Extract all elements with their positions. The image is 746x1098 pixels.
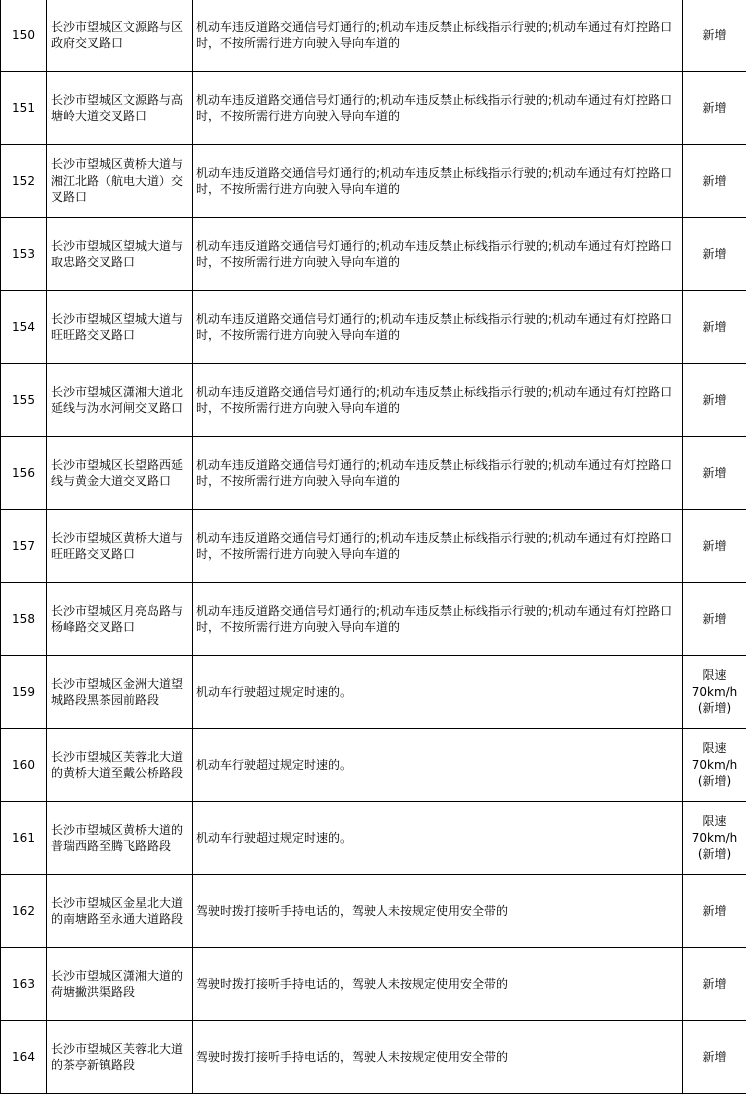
- violation-cell: 驾驶时拨打接听手持电话的，驾驶人未按规定使用安全带的: [193, 948, 683, 1021]
- note-cell: [683, 145, 746, 218]
- note-cell: [683, 948, 746, 1021]
- note-text: 新增: [702, 319, 727, 334]
- table-row: [1, 145, 746, 218]
- note-text: 新增: [702, 100, 727, 115]
- note-cell: [683, 291, 746, 364]
- row-number: 154: [1, 291, 47, 364]
- row-number: 151: [1, 72, 47, 145]
- table-row: [1, 802, 746, 875]
- note-cell: [683, 802, 746, 875]
- location-cell: 长沙市望城区芙蓉北大道的黄桥大道至戴公桥路段: [47, 729, 193, 802]
- table-row: [1, 218, 746, 291]
- note-text: 新增: [702, 465, 727, 480]
- table-row: [1, 656, 746, 729]
- row-number: 150: [1, 0, 47, 72]
- violation-cell: 机动车行驶超过规定时速的。: [193, 802, 683, 875]
- row-number: 152: [1, 145, 47, 218]
- row-number: 158: [1, 583, 47, 656]
- note-cell: [683, 437, 746, 510]
- location-cell: 长沙市望城区文源路与区政府交叉路口: [47, 0, 193, 72]
- table-row: [1, 1021, 746, 1094]
- table-row: [1, 875, 746, 948]
- row-number: 153: [1, 218, 47, 291]
- location-cell: 长沙市望城区长望路西延线与黄金大道交叉路口: [47, 437, 193, 510]
- note-cell: [683, 72, 746, 145]
- note-text: 新增: [702, 903, 727, 918]
- row-number: 160: [1, 729, 47, 802]
- note-cell: [683, 583, 746, 656]
- note-text: 限速 70km/h (新增): [691, 814, 738, 862]
- note-text: 新增: [702, 173, 727, 188]
- violation-cell: 机动车违反道路交通信号灯通行的;机动车违反禁止标线指示行驶的;机动车通过有灯控路口时，不按所需行进方向驶入导向车道的: [193, 437, 683, 510]
- table-row: [1, 72, 746, 145]
- violation-cell: 机动车违反道路交通信号灯通行的;机动车违反禁止标线指示行驶的;机动车通过有灯控路口时，不按所需行进方向驶入导向车道的: [193, 145, 683, 218]
- note-text: 限速 70km/h (新增): [691, 741, 738, 789]
- row-number: 157: [1, 510, 47, 583]
- note-text: 新增: [702, 976, 727, 991]
- note-text: 限速 70km/h (新增): [691, 668, 738, 716]
- violation-cell: 机动车行驶超过规定时速的。: [193, 656, 683, 729]
- table-row: [1, 948, 746, 1021]
- location-cell: 长沙市望城区芙蓉北大道的茶亭新镇路段: [47, 1021, 193, 1094]
- note-cell: [683, 1021, 746, 1094]
- note-cell: [683, 656, 746, 729]
- table-row: [1, 364, 746, 437]
- note-text: 新增: [702, 538, 727, 553]
- table-row: [1, 729, 746, 802]
- note-text: 新增: [702, 27, 727, 42]
- note-cell: [683, 364, 746, 437]
- violation-cell: 机动车违反道路交通信号灯通行的;机动车违反禁止标线指示行驶的;机动车通过有灯控路口时，不按所需行进方向驶入导向车道的: [193, 218, 683, 291]
- location-cell: 长沙市望城区黄桥大道的普瑞西路至腾飞路路段: [47, 802, 193, 875]
- note-text: 新增: [702, 1049, 727, 1064]
- location-cell: 长沙市望城区月亮岛路与杨峰路交叉路口: [47, 583, 193, 656]
- table-row: [1, 291, 746, 364]
- note-text: 新增: [702, 246, 727, 261]
- location-cell: 长沙市望城区望城大道与取忠路交叉路口: [47, 218, 193, 291]
- location-cell: 长沙市望城区望城大道与旺旺路交叉路口: [47, 291, 193, 364]
- table-row: [1, 437, 746, 510]
- violation-cell: 机动车违反道路交通信号灯通行的;机动车违反禁止标线指示行驶的;机动车通过有灯控路口时，不按所需行进方向驶入导向车道的: [193, 364, 683, 437]
- table-body: [1, 0, 746, 1094]
- row-number: 164: [1, 1021, 47, 1094]
- violation-cell: 机动车违反道路交通信号灯通行的;机动车违反禁止标线指示行驶的;机动车通过有灯控路口时，不按所需行进方向驶入导向车道的: [193, 291, 683, 364]
- location-cell: 长沙市望城区黄桥大道与旺旺路交叉路口: [47, 510, 193, 583]
- note-cell: [683, 0, 746, 72]
- table-row: [1, 510, 746, 583]
- violation-cell: 机动车违反道路交通信号灯通行的;机动车违反禁止标线指示行驶的;机动车通过有灯控路口时，不按所需行进方向驶入导向车道的: [193, 72, 683, 145]
- location-cell: 长沙市望城区金星北大道的南塘路至永通大道路段: [47, 875, 193, 948]
- violation-cell: 机动车违反道路交通信号灯通行的;机动车违反禁止标线指示行驶的;机动车通过有灯控路口时，不按所需行进方向驶入导向车道的: [193, 0, 683, 72]
- location-cell: 长沙市望城区黄桥大道与湘江北路（航电大道）交叉路口: [47, 145, 193, 218]
- table-row: [1, 0, 746, 72]
- violation-cell: 驾驶时拨打接听手持电话的，驾驶人未按规定使用安全带的: [193, 875, 683, 948]
- violation-cell: 机动车行驶超过规定时速的。: [193, 729, 683, 802]
- note-cell: [683, 729, 746, 802]
- violation-cell: 驾驶时拨打接听手持电话的，驾驶人未按规定使用安全带的: [193, 1021, 683, 1094]
- note-cell: [683, 218, 746, 291]
- violation-cell: 机动车违反道路交通信号灯通行的;机动车违反禁止标线指示行驶的;机动车通过有灯控路口时，不按所需行进方向驶入导向车道的: [193, 583, 683, 656]
- table-row: [1, 583, 746, 656]
- row-number: 159: [1, 656, 47, 729]
- row-number: 156: [1, 437, 47, 510]
- location-cell: 长沙市望城区潇湘大道北延线与沩水河闸交叉路口: [47, 364, 193, 437]
- row-number: 163: [1, 948, 47, 1021]
- note-cell: [683, 510, 746, 583]
- row-number: 162: [1, 875, 47, 948]
- violation-cell: 机动车违反道路交通信号灯通行的;机动车违反禁止标线指示行驶的;机动车通过有灯控路口时，不按所需行进方向驶入导向车道的: [193, 510, 683, 583]
- note-text: 新增: [702, 611, 727, 626]
- row-number: 161: [1, 802, 47, 875]
- row-number: 155: [1, 364, 47, 437]
- note-cell: [683, 875, 746, 948]
- location-cell: 长沙市望城区文源路与高塘岭大道交叉路口: [47, 72, 193, 145]
- location-cell: 长沙市望城区金洲大道望城路段黑茶园前路段: [47, 656, 193, 729]
- location-cell: 长沙市望城区潇湘大道的荷塘撇洪渠路段: [47, 948, 193, 1021]
- note-text: 新增: [702, 392, 727, 407]
